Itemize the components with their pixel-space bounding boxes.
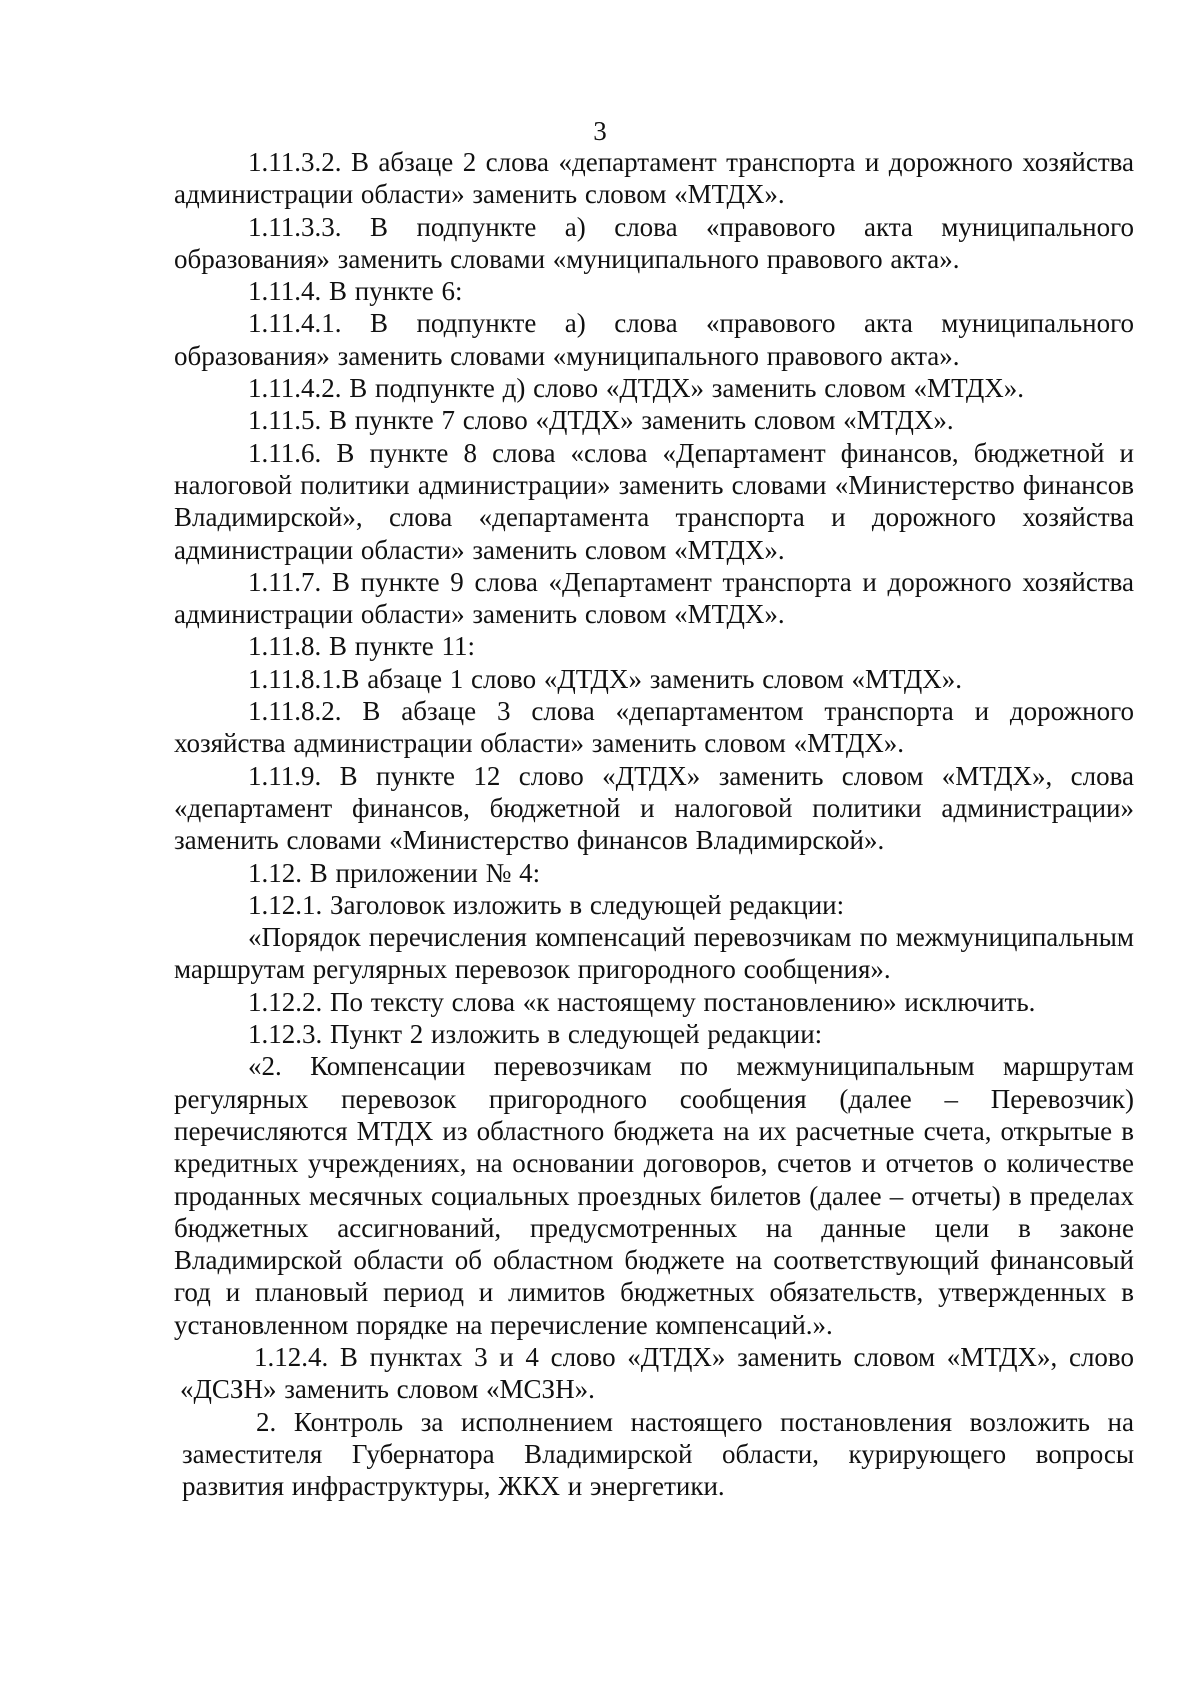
paragraph: 1.11.5. В пункте 7 слово «ДТДХ» заменить словом «МТДХ». [248,405,954,436]
paragraph: 1.12.1. Заголовок изложить в следующей редакции: [248,889,845,920]
paragraph: «2. Компенсации перевозчикам по межмуниципальным маршрутам регулярных перевозок пригородного сообщения (далее – Перевозчик) перечисляются МТДХ из областного бюджета на их расчетные счета, открытые в кредитных учреждениях, на основании договоров, счетов и отчетов о количестве проданных месячных социальных проездных билетов (далее – отчеты) в пределах бюджетных ассигнований, предусмотренных на данные цели в законе Владимирской области об областном бюджете на соответствующий финансовый год и плановый период и лимитов бюджетных обязательств, утвержденных в установленном порядке на перечисление компенсаций.». [174,1051,1134,1340]
paragraph: «Порядок перечисления компенсаций перевозчикам по межмуниципальным маршрутам регулярных перевозок пригородного сообщения». [174,922,1134,985]
paragraph: 1.11.4.2. В подпункте д) слово «ДТДХ» заменить словом «МТДХ». [248,373,1025,404]
paragraph: 1.12.4. В пунктах 3 и 4 слово «ДТДХ» заменить словом «МТДХ», слово «ДСЗН» заменить словом «МСЗН». [180,1341,1134,1405]
paragraph: 1.11.8. В пункте 11: [248,631,475,662]
paragraph: 1.11.6. В пункте 8 слова «слова «Департамент финансов, бюджетной и налоговой политики администрации» заменить словами «Министерство финансов Владимирской», слова «департамента транспорта и дорожного хозяйства администрации области» заменить словом «МТДХ». [174,437,1134,565]
page-number: 3 [593,116,607,146]
paragraph: 1.12.2. По тексту слова «к настоящему постановлению» исключить. [248,986,1036,1017]
paragraph: 1.12. В приложении № 4: [248,857,541,888]
paragraph: 1.11.8.1.В абзаце 1 слово «ДТДХ» заменить словом «МТДХ». [248,663,962,694]
paragraph: 1.11.3.2. В абзаце 2 слова «департамент транспорта и дорожного хозяйства администрации области» заменить словом «МТДХ». [174,147,1134,210]
paragraph: 1.11.7. В пункте 9 слова «Департамент транспорта и дорожного хозяйства администрации области» заменить словом «МТДХ». [174,566,1134,630]
paragraph: 1.11.3.3. В подпункте а) слова «правового акта муниципального образования» заменить словами «муниципального правового акта». [174,211,1134,274]
paragraph: 2. Контроль за исполнением настоящего постановления возложить на заместителя Губернатора Владимирской области, курирующего вопросы развития инфраструктуры, ЖКХ и энергетики. [182,1406,1134,1502]
paragraph: 1.11.4. В пункте 6: [248,276,463,307]
document-body [174,146,1134,1502]
paragraph: 1.12.3. Пункт 2 изложить в следующей редакции: [248,1019,823,1050]
paragraph: 1.11.9. В пункте 12 слово «ДТДХ» заменить словом «МТДХ», слова «департамент финансов, бюджетной и налоговой политики администрации» заменить словами «Министерство финансов Владимирской». [174,760,1134,856]
paragraph: 1.11.4.1. В подпункте а) слова «правового акта муниципального образования» заменить словами «муниципального правового акта». [174,308,1134,371]
paragraph: 1.11.8.2. В абзаце 3 слова «департаментом транспорта и дорожного хозяйства администрации области» заменить словом «МТДХ». [174,696,1134,759]
